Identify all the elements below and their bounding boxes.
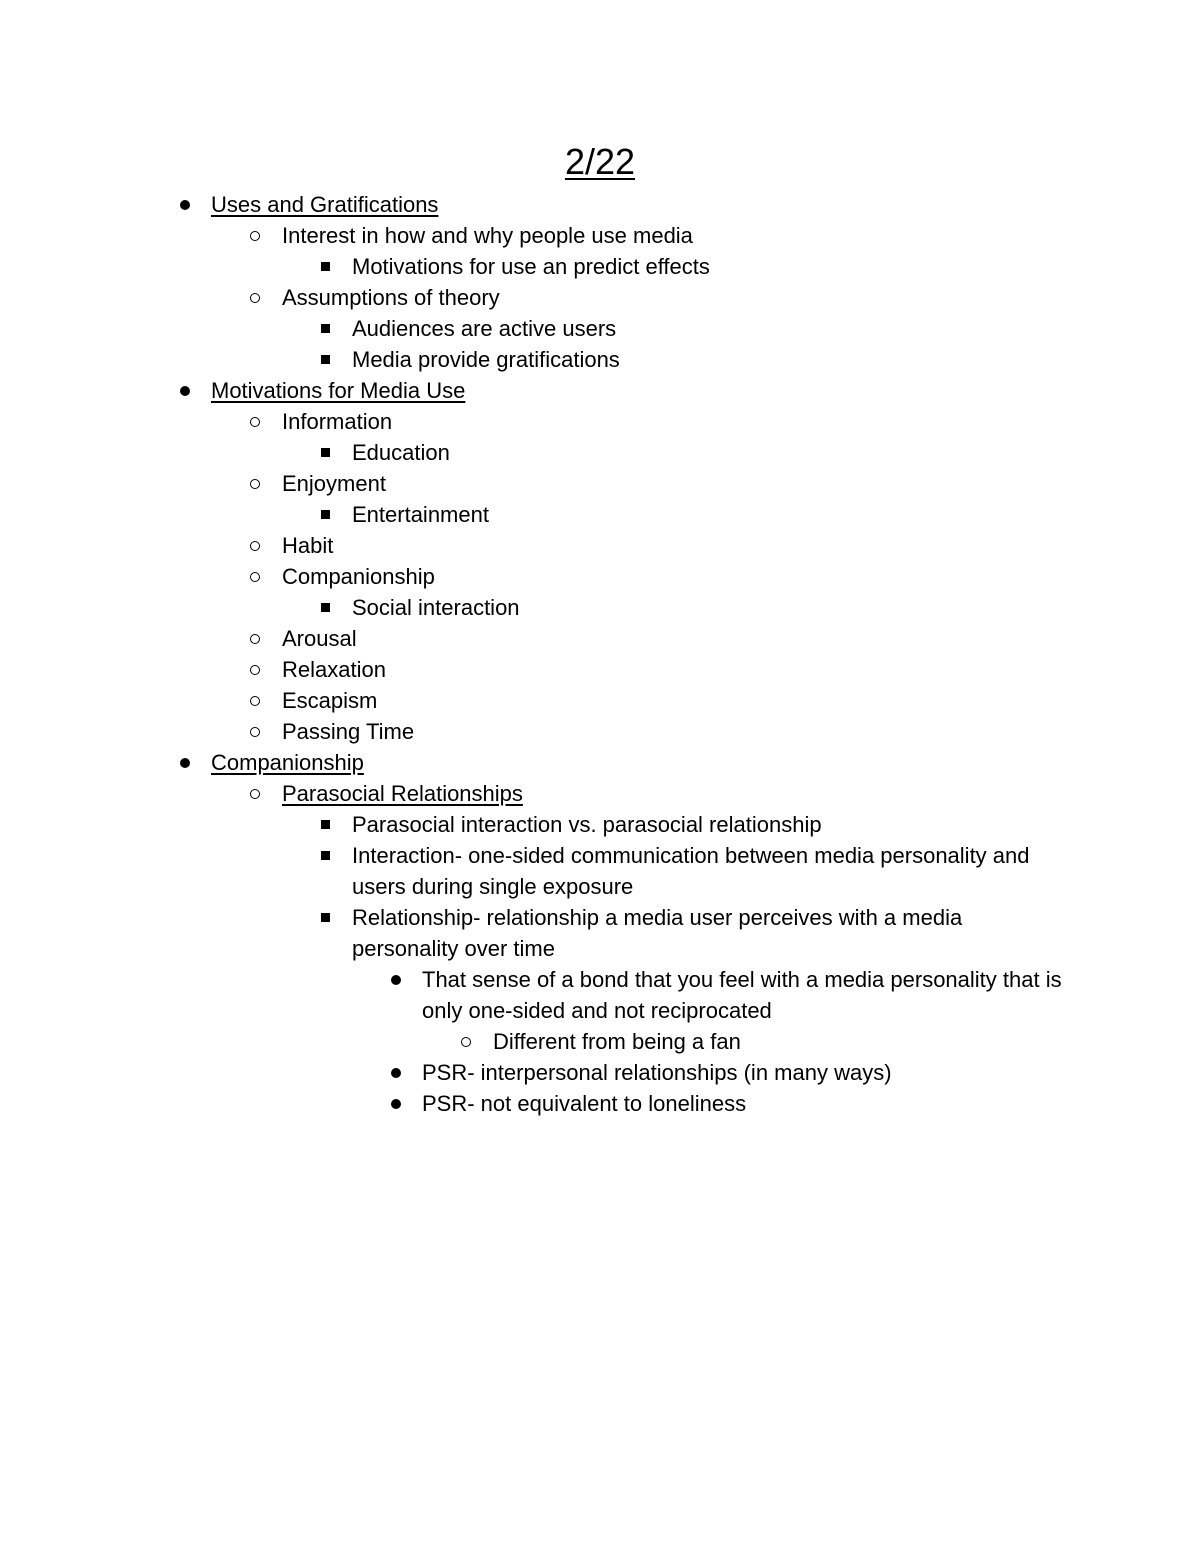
hollow-bullet-icon xyxy=(243,406,267,437)
list-item-text: Relaxation xyxy=(282,657,386,682)
filled-bullet-icon xyxy=(173,375,197,406)
square-bullet-icon xyxy=(313,840,337,871)
list-item-text: Interaction- one-sided communication between media personality and users during single exposure xyxy=(352,843,1030,899)
list-item xyxy=(0,809,1200,840)
list-item-text: Relationship- relationship a media user perceives with a media personality over time xyxy=(352,905,963,961)
hollow-bullet-icon xyxy=(454,1026,478,1057)
filled-bullet-icon xyxy=(173,747,197,778)
list-item xyxy=(0,1026,1200,1057)
list-item-text: Motivations for Media Use xyxy=(211,378,466,403)
page-title: 2/22 xyxy=(564,141,636,182)
list-item xyxy=(0,623,1200,654)
list-item-text: Uses and Gratifications xyxy=(211,192,439,217)
list-item xyxy=(0,561,1200,592)
list-item-text: Arousal xyxy=(282,626,357,651)
list-item xyxy=(0,189,1200,220)
hollow-bullet-icon xyxy=(243,654,267,685)
hollow-bullet-icon xyxy=(243,220,267,251)
hollow-bullet-icon xyxy=(243,530,267,561)
list-item xyxy=(0,716,1200,747)
square-bullet-icon xyxy=(313,592,337,623)
list-item xyxy=(0,592,1200,623)
list-item xyxy=(0,499,1200,530)
filled-bullet-icon xyxy=(384,964,408,995)
filled-bullet-icon xyxy=(173,189,197,220)
list-item xyxy=(0,747,1200,778)
square-bullet-icon xyxy=(313,499,337,530)
list-item xyxy=(0,313,1200,344)
hollow-bullet-icon xyxy=(243,716,267,747)
list-item xyxy=(0,468,1200,499)
list-item xyxy=(0,437,1200,468)
notes-outline xyxy=(0,189,1200,1119)
list-item-text: Parasocial Relationships xyxy=(282,781,523,806)
list-item-text: PSR- interpersonal relationships (in many ways) xyxy=(422,1060,892,1085)
list-item xyxy=(0,530,1200,561)
list-item xyxy=(0,282,1200,313)
hollow-bullet-icon xyxy=(243,561,267,592)
list-item xyxy=(0,778,1200,809)
list-item-text: Assumptions of theory xyxy=(282,285,500,310)
list-item-text: Education xyxy=(352,440,450,465)
list-item xyxy=(0,375,1200,406)
list-item xyxy=(0,685,1200,716)
list-item-text: Interest in how and why people use media xyxy=(282,223,693,248)
list-item-text: Companionship xyxy=(282,564,435,589)
list-item-text: Motivations for use an predict effects xyxy=(352,254,710,279)
list-item-text: Passing Time xyxy=(282,719,415,744)
list-item xyxy=(0,251,1200,282)
list-item-text: Audiences are active users xyxy=(352,316,617,341)
hollow-bullet-icon xyxy=(243,778,267,809)
list-item-text: Media provide gratifications xyxy=(352,347,620,372)
list-item-text: That sense of a bond that you feel with a media personality that is only one-sided and not reciprocated xyxy=(422,967,1062,1023)
list-item xyxy=(0,964,1200,1026)
list-item xyxy=(0,1057,1200,1088)
hollow-bullet-icon xyxy=(243,282,267,313)
square-bullet-icon xyxy=(313,344,337,375)
list-item-text: Social interaction xyxy=(352,595,520,620)
square-bullet-icon xyxy=(313,313,337,344)
list-item xyxy=(0,654,1200,685)
hollow-bullet-icon xyxy=(243,623,267,654)
list-item xyxy=(0,344,1200,375)
list-item-text: Companionship xyxy=(211,750,364,775)
square-bullet-icon xyxy=(313,902,337,933)
filled-bullet-icon xyxy=(384,1088,408,1119)
hollow-bullet-icon xyxy=(243,468,267,499)
list-item xyxy=(0,840,1200,902)
list-item xyxy=(0,1088,1200,1119)
list-item-text: Parasocial interaction vs. parasocial relationship xyxy=(352,812,822,837)
list-item-text: Enjoyment xyxy=(282,471,386,496)
list-item-text: Information xyxy=(282,409,393,434)
list-item xyxy=(0,220,1200,251)
list-item-text: Habit xyxy=(282,533,334,558)
list-item-text: PSR- not equivalent to loneliness xyxy=(422,1091,747,1116)
list-item-text: Entertainment xyxy=(352,502,489,527)
list-item xyxy=(0,902,1200,964)
filled-bullet-icon xyxy=(384,1057,408,1088)
hollow-bullet-icon xyxy=(243,685,267,716)
square-bullet-icon xyxy=(313,809,337,840)
square-bullet-icon xyxy=(313,251,337,282)
list-item-text: Escapism xyxy=(282,688,378,713)
square-bullet-icon xyxy=(313,437,337,468)
list-item-text: Different from being a fan xyxy=(493,1029,741,1054)
list-item xyxy=(0,406,1200,437)
